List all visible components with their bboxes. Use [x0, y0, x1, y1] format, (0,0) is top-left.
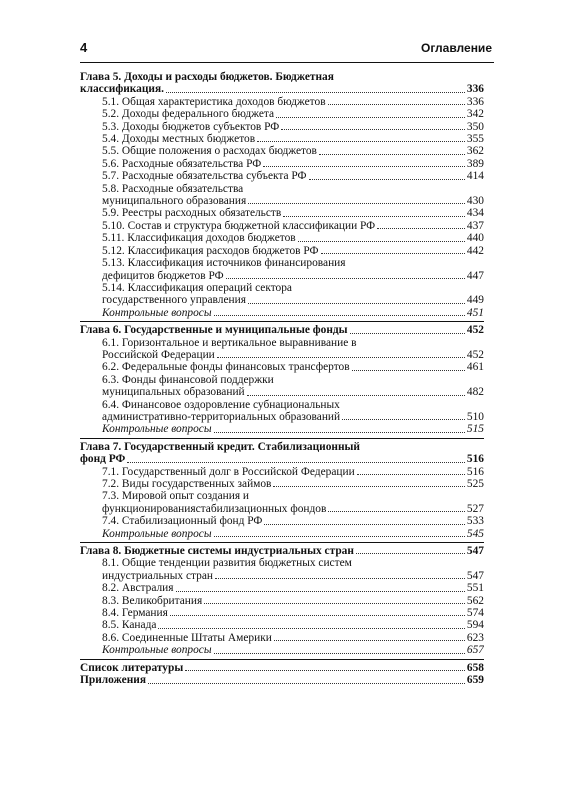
page-ref: 482 [466, 386, 484, 399]
section-entry [80, 361, 484, 373]
leader-dots [352, 370, 465, 371]
section-entry-title: 8.6. Соединенные Штаты Америки [102, 631, 272, 644]
section-entry-line: 6.4. Финансовое оздоровление субнациональных [102, 398, 340, 411]
section-entry [80, 515, 484, 527]
leader-dots [247, 395, 465, 396]
leader-dots [248, 203, 465, 204]
section-entry-line: 5.8. Расходные обязательства [102, 182, 244, 195]
review-questions-entry [80, 644, 484, 656]
section-entry-title: 5.6. Расходные обязательства РФ [102, 157, 262, 170]
leader-dots [264, 524, 464, 525]
leader-dots [214, 432, 465, 433]
section-entry-title: 5.9. Реестры расходных обязательств [102, 207, 282, 220]
page-ref: 430 [466, 195, 484, 208]
page-ref: 461 [466, 361, 484, 374]
section-entry-title: административно-территориальных образований [102, 410, 341, 423]
page-ref: 336 [466, 83, 484, 96]
section-entry-title: муниципального образования [102, 195, 247, 208]
leader-dots [176, 591, 465, 592]
back-matter-entry-title: Список литературы [80, 661, 184, 674]
running-title: Оглавление [421, 41, 492, 55]
section-entry-title: 8.5. Канада [102, 619, 157, 632]
leader-dots [257, 141, 465, 142]
page-ref: 545 [466, 527, 484, 540]
page-ref: 362 [466, 145, 484, 158]
page-header [80, 40, 494, 63]
leader-dots [127, 462, 465, 463]
page-ref: 547 [466, 569, 484, 582]
section-entry [80, 595, 484, 607]
section-entry-title: государственного управления [102, 294, 246, 307]
section-entry-title: 7.2. Виды государственных займов [102, 478, 272, 490]
leader-dots [215, 578, 465, 579]
leader-dots [273, 486, 464, 487]
chapter-heading-line: Глава 7. Государственный кредит. Стабилизационный [80, 440, 360, 453]
section-entry [80, 245, 484, 257]
section-entry-title: 5.4. Доходы местных бюджетов [102, 133, 256, 146]
section-entry-title: 7.4. Стабилизационный фонд РФ [102, 515, 263, 528]
leader-dots [204, 603, 465, 604]
chapter-divider [80, 542, 484, 543]
section-entry [80, 170, 484, 182]
chapter-divider [80, 321, 484, 322]
chapter-entry [80, 545, 484, 557]
page-ref: 516 [466, 465, 484, 478]
page-ref: 594 [466, 619, 484, 632]
chapter-entry-title: классификация. [80, 83, 164, 96]
chapter-entry [80, 453, 484, 465]
back-matter-entry [80, 674, 484, 686]
leader-dots [214, 315, 465, 316]
section-entry-title: Российской Федерации [102, 348, 215, 361]
review-questions-entry-title: Контрольные вопросы [102, 423, 212, 436]
page-ref: 657 [466, 644, 484, 657]
chapter-heading-line: Глава 5. Доходы и расходы бюджетов. Бюджетная [80, 71, 334, 83]
section-entry-title: функционированиястабилизационных фондов [102, 502, 327, 515]
section-entry-line: 5.13. Классификация источников финансирования [102, 257, 346, 270]
review-questions-entry-title: Контрольные вопросы [102, 306, 212, 319]
leader-dots [321, 253, 465, 254]
leader-dots [214, 536, 465, 537]
section-entry [80, 96, 484, 108]
page-ref: 451 [466, 306, 484, 319]
section-entry [80, 607, 484, 619]
section-entry [80, 108, 484, 120]
table-of-contents [80, 71, 484, 687]
page-ref: 389 [466, 157, 484, 170]
section-entry [80, 133, 484, 145]
section-entry-title: 5.11. Классификация доходов бюджетов [102, 232, 296, 245]
page-ref: 547 [466, 545, 484, 558]
page-ref: 350 [466, 120, 484, 133]
leader-dots [298, 241, 465, 242]
section-entry-line: 5.14. Классификация операций сектора [102, 281, 292, 294]
section-entry-line: 6.3. Фонды финансовой поддержки [102, 373, 274, 386]
section-entry [80, 478, 484, 490]
page-ref: 440 [466, 232, 484, 245]
section-entry-title: 5.12. Классификация расходов бюджетов РФ [102, 244, 319, 257]
page-number: 4 [80, 40, 88, 55]
page-ref: 355 [466, 133, 484, 146]
section-entry-title: 5.3. Доходы бюджетов субъектов РФ [102, 120, 280, 133]
section-entry [80, 466, 484, 478]
leader-dots [377, 228, 465, 229]
page-ref: 447 [466, 269, 484, 282]
page-ref: 527 [466, 502, 484, 515]
section-entry-title: 8.2. Австралия [102, 582, 174, 595]
section-entry-title: 8.4. Германия [102, 607, 168, 620]
chapter-divider [80, 438, 484, 439]
page-ref: 658 [466, 661, 484, 674]
section-entry-line: 7.3. Мировой опыт создания и [102, 490, 250, 503]
leader-dots [357, 474, 465, 475]
leader-dots [283, 216, 465, 217]
page-ref: 452 [466, 348, 484, 361]
section-entry [80, 570, 484, 582]
chapter-entry-title: фонд РФ [80, 453, 126, 466]
leader-dots [309, 179, 465, 180]
review-questions-entry-title: Контрольные вопросы [102, 644, 212, 657]
leader-dots [217, 357, 465, 358]
section-entry [80, 195, 484, 207]
leader-dots [328, 104, 465, 105]
section-entry-title: 6.2. Федеральные фонды финансовых трансфертов [102, 361, 350, 374]
leader-dots [263, 166, 465, 167]
chapter-entry [80, 324, 484, 336]
page-ref: 533 [466, 515, 484, 528]
page-ref: 515 [466, 423, 484, 436]
chapter-entry [80, 83, 484, 95]
section-entry-title: дефицитов бюджетов РФ [102, 269, 224, 282]
review-questions-entry [80, 307, 484, 319]
leader-dots [276, 117, 465, 118]
leader-dots [158, 628, 464, 629]
page-ref: 510 [466, 410, 484, 423]
page-ref: 452 [466, 324, 484, 337]
page-ref: 442 [466, 244, 484, 257]
back-matter-entry-title: Приложения [80, 674, 147, 687]
leader-dots [281, 129, 465, 130]
leader-dots [170, 615, 465, 616]
page-ref: 336 [466, 95, 484, 108]
page-ref: 659 [466, 674, 484, 687]
section-entry [80, 158, 484, 170]
review-questions-entry [80, 528, 484, 540]
page-ref: 414 [466, 170, 484, 183]
leader-dots [226, 278, 465, 279]
review-questions-entry-title: Контрольные вопросы [102, 527, 212, 540]
section-entry [80, 503, 484, 515]
page-ref: 516 [466, 453, 484, 466]
page-ref: 449 [466, 294, 484, 307]
leader-dots [319, 154, 465, 155]
section-entry-title: 5.2. Доходы федерального бюджета [102, 108, 275, 121]
page-ref: 623 [466, 631, 484, 644]
leader-dots [185, 670, 465, 671]
chapter-entry-title: Глава 6. Государственные и муниципальные фонды [80, 324, 348, 337]
section-entry [80, 386, 484, 398]
section-entry-title: муниципальных образований [102, 386, 245, 399]
leader-dots [328, 511, 465, 512]
leader-dots [166, 92, 465, 93]
section-entry [80, 121, 484, 133]
section-entry [80, 619, 484, 631]
chapter-entry-title: Глава 8. Бюджетные системы индустриальных стран [80, 545, 354, 558]
chapter-divider [80, 659, 484, 660]
leader-dots [342, 419, 465, 420]
page-ref: 342 [466, 108, 484, 121]
page-ref: 525 [466, 478, 484, 490]
section-entry-title: 5.10. Состав и структура бюджетной классификации РФ [102, 219, 376, 232]
leader-dots [148, 683, 465, 684]
section-entry [80, 411, 484, 423]
section-entry-line: 6.1. Горизонтальное и вертикальное выравнивание в [102, 336, 357, 349]
page-ref: 574 [466, 607, 484, 620]
section-entry-title: 7.1. Государственный долг в Российской Федерации [102, 465, 355, 478]
section-entry [80, 207, 484, 219]
section-entry [80, 232, 484, 244]
section-entry-line: 8.1. Общие тенденции развития бюджетных систем [102, 557, 352, 570]
leader-dots [248, 303, 465, 304]
review-questions-entry [80, 423, 484, 435]
section-entry [80, 582, 484, 594]
leader-dots [356, 553, 465, 554]
section-entry [80, 349, 484, 361]
section-entry [80, 145, 484, 157]
leader-dots [274, 640, 465, 641]
page-ref: 562 [466, 594, 484, 607]
section-entry-title: 8.3. Великобритания [102, 594, 203, 607]
section-entry-title: 5.7. Расходные обязательства субъекта РФ [102, 170, 307, 183]
page-ref: 437 [466, 219, 484, 232]
leader-dots [350, 333, 465, 334]
back-matter-entry [80, 662, 484, 674]
page-ref: 551 [466, 582, 484, 595]
section-entry [80, 220, 484, 232]
section-entry-title: индустриальных стран [102, 569, 213, 582]
page-ref: 434 [466, 207, 484, 220]
section-entry [80, 632, 484, 644]
section-entry [80, 270, 484, 282]
section-entry-title: 5.1. Общая характеристика доходов бюджетов [102, 95, 326, 108]
leader-dots [214, 653, 465, 654]
section-entry-title: 5.5. Общие положения о расходах бюджетов [102, 145, 317, 158]
section-entry [80, 294, 484, 306]
